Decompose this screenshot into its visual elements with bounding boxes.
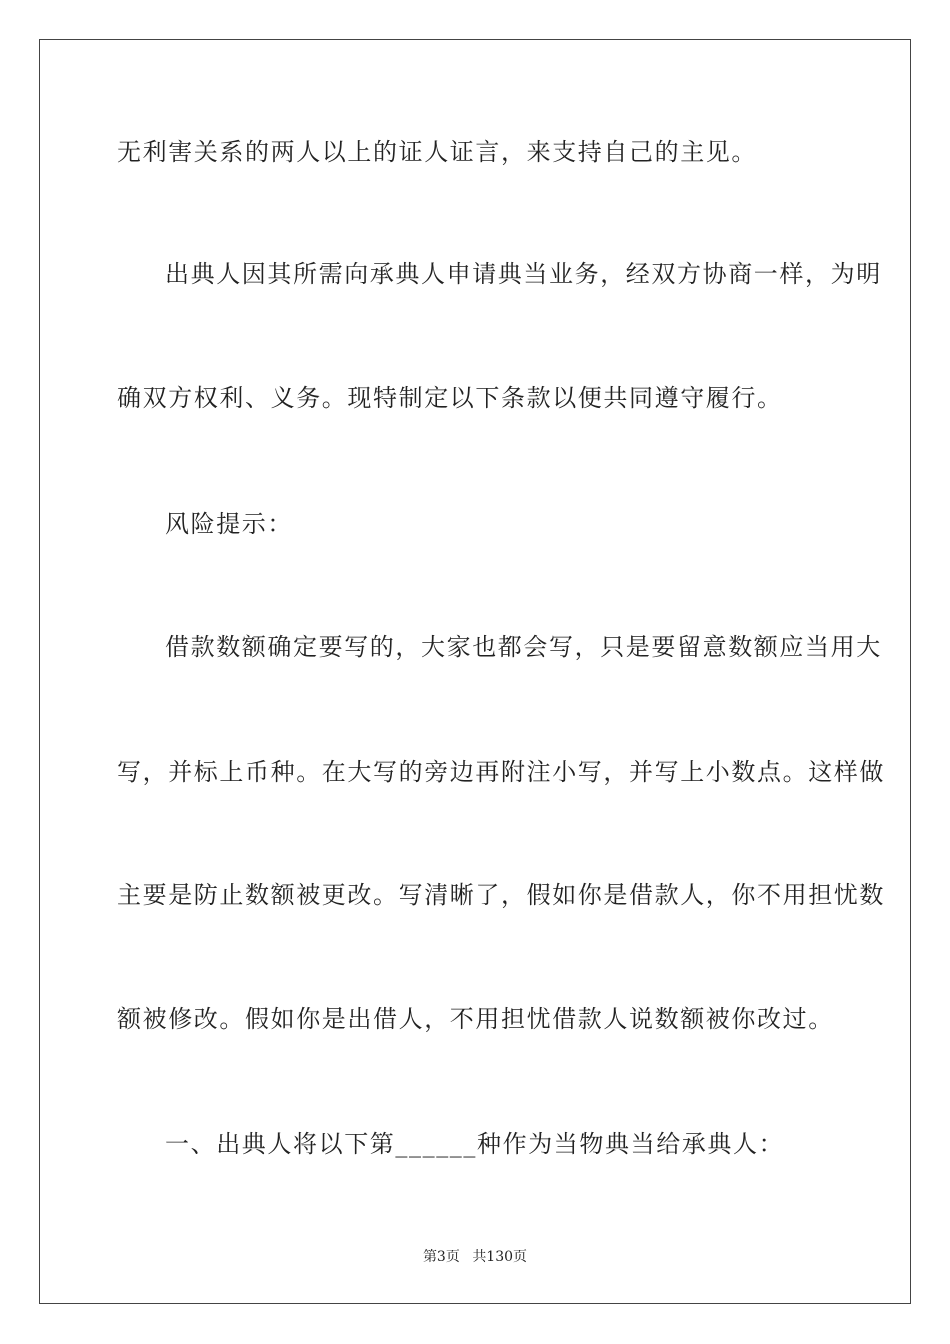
clause-1: 一、出典人将以下第______种作为当物典当给承典人： <box>165 1130 785 1158</box>
text-line-5: 借款数额确定要写的，大家也都会写，只是要留意数额应当用大 <box>165 633 882 661</box>
text-line-2: 出典人因其所需向承典人申请典当业务，经双方协商一样，为明 <box>165 260 882 288</box>
text-line-8: 额被修改。假如你是出借人，不用担忧借款人说数额被你改过。 <box>117 1005 834 1033</box>
page-footer <box>0 1248 950 1266</box>
page-total: 共130页 <box>472 1249 528 1265</box>
page-border <box>39 39 911 1304</box>
text-line-6: 写，并标上币种。在大写的旁边再附注小写，并写上小数点。这样做 <box>117 758 885 786</box>
text-line-3: 确双方权利、义务。现特制定以下条款以便共同遵守履行。 <box>117 384 783 412</box>
page-number: 第3页 <box>422 1249 460 1265</box>
text-line-1: 无利害关系的两人以上的证人证言，来支持自己的主见。 <box>117 138 757 166</box>
text-line-7: 主要是防止数额被更改。写清晰了，假如你是借款人，你不用担忧数 <box>117 881 885 909</box>
section-heading-risk: 风险提示： <box>165 510 293 538</box>
